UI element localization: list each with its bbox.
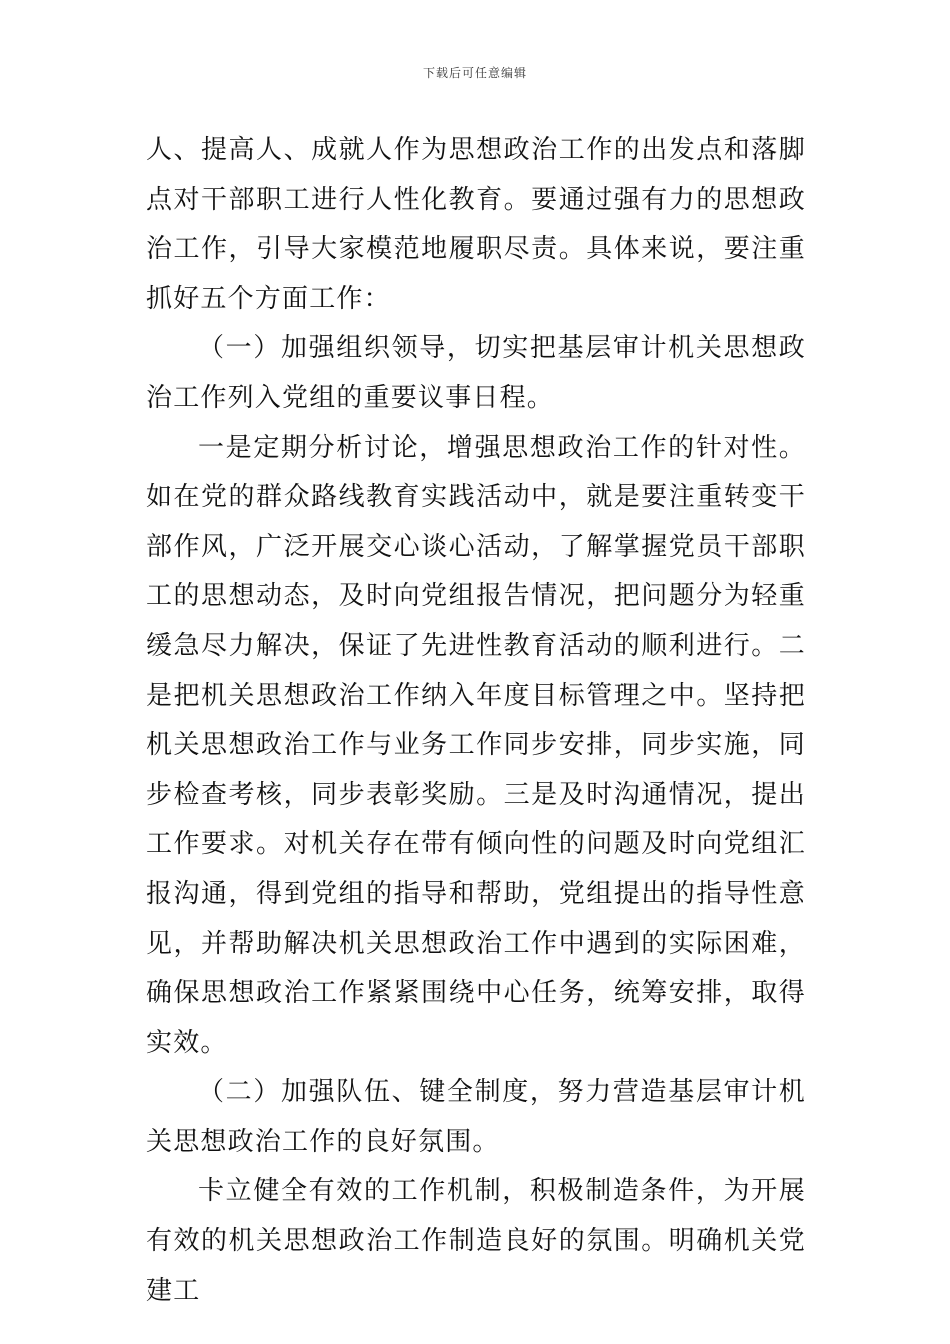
paragraph-intro: 人、提高人、成就人作为思想政治工作的出发点和落脚点对干部职工进行人性化教育。要通过强有力的思想政治工作，引导大家模范地履职尽责。具体来说，要注重抓好五个方面工作：: [146, 135, 806, 314]
paragraph-section-two-body: 卡立健全有效的工作机制，积极制造条件，为开展有效的机关思想政治工作制造良好的氛围。明确机关党建工: [146, 1176, 806, 1306]
document-body: [146, 126, 806, 1316]
paragraph-section-one-heading: （一）加强组织领导，切实把基层审计机关思想政治工作列入党组的重要议事日程。: [146, 333, 806, 413]
page-header: 下载后可任意编辑: [422, 66, 527, 80]
paragraph-section-one-body: 一是定期分析讨论，增强思想政治工作的针对性。如在党的群众路线教育实践活动中，就是要注重转变干部作风，广泛开展交心谈心活动，了解掌握党员干部职工的思想动态，及时向党组报告情况，把问题分为轻重缓急尽力解决，保证了先进性教育活动的顺利进行。二是把机关思想政治工作纳入年度目标管理之中。坚持把机关思想政治工作与业务工作同步安排，同步实施，同步检查考核，同步表彰奖励。三是及时沟通情况，提出工作要求。对机关存在带有倾向性的问题及时向党组汇报沟通，得到党组的指导和帮助，党组提出的指导性意见，并帮助解决机关思想政治工作中遇到的实际困难，确保思想政治工作紧紧围绕中心任务，统筹安排，取得实效。: [146, 432, 806, 1058]
paragraph-section-two-heading: （二）加强队伍、键全制度，努力营造基层审计机关思想政治工作的良好氛围。: [146, 1077, 806, 1157]
